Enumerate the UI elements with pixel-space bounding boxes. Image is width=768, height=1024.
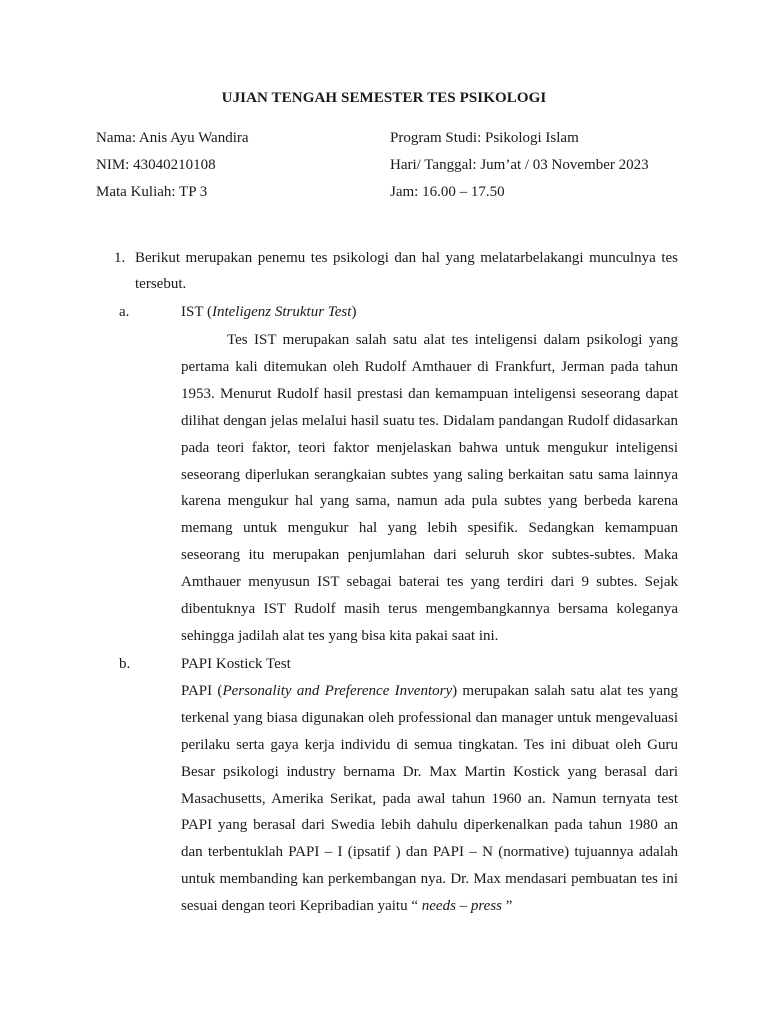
subitem-a-heading: a. IST (Inteligenz Struktur Test) — [96, 299, 678, 325]
question-text: Berikut merupakan penemu tes psikologi dan hal yang melatarbelakangi munculnya tes tersebut. — [135, 250, 678, 292]
exam-date: Hari/ Tanggal: Jum’at / 03 November 2023 — [390, 157, 649, 173]
subitem-b-paragraph: PAPI (Personality and Preference Inventory) merupakan salah satu alat tes yang terkenal yang biasa digunakan oleh professional dan manager untuk mengevaluasi perilaku serta gaya kerja individu di semua tingkatan. Tes ini dibuat oleh Guru Besar psikologi industry bernama Dr. Max Martin Kostick yang berasal dari Masachusetts, Amerika Serikat, pada awal tahun 1960 an. Namun ternyata test PAPI yang berasal dari Swedia lebih dahulu diperkenalkan pada tahun 1980 an dan terbentuklah PAPI – I (ipsatif ) dan PAPI – N (normative) tujuannya adalah untuk membanding kan perkembangan nya. Dr. Max mendasari pembuatan tes ini sesuai dengan teori Kepribadian yaitu “ needs – press ” — [181, 682, 678, 915]
page-title: UJIAN TENGAH SEMESTER TES PSIKOLOGI — [221, 90, 547, 106]
question-1 — [96, 245, 678, 297]
subitem-letter: b. — [119, 655, 131, 672]
subitem-letter: a. — [119, 304, 130, 320]
subitem-b-heading-text: PAPI Kostick Test — [181, 655, 291, 672]
question-list — [96, 245, 678, 920]
course-name: Mata Kuliah: TP 3 — [96, 184, 208, 200]
subitem-a-heading-italic: Inteligenz Struktur Test — [211, 304, 352, 320]
question-number: 1. — [114, 250, 126, 266]
student-nim: NIM: 43040210108 — [96, 157, 216, 173]
exam-time: Jam: 16.00 – 17.50 — [390, 184, 505, 200]
student-name: Nama: Anis Ayu Wandira — [96, 130, 249, 146]
study-program: Program Studi: Psikologi Islam — [390, 130, 579, 146]
subitem-a-paragraph: Tes IST merupakan salah satu alat tes inteligensi dalam psikologi yang pertama kali ditemukan oleh Rudolf Amthauer di Frankfurt, Jerman pada tahun 1953. Menurut Rudolf hasil prestasi dan kemampuan inteligensi seseorang dapat dilihat dengan jelas melalui hasil suatu tes. Didalam pandangan Rudolf didasarkan pada teori faktor, teori faktor menjelaskan bahwa untuk mengukur inteligensi seseorang diperlukan serangkaian subtes yang saling berkaitan satu sama lainnya karena mengukur hal yang sama, namun ada pula subtes yang berbeda karena memang untuk mengukur hal yang lebih spesifik. Sedangkan kemampuan seseorang itu merupakan penjumlahan dari seluruh skor subtes-subtes. Maka Amthauer menyusun IST sebagai baterai tes yang terdiri dari 9 subtes. Sejak dibentuknya IST Rudolf masih terus mengembangkannya bersama koleganya sehingga jadilah alat tes yang bisa kita pakai saat ini. — [181, 332, 678, 644]
subitem-b-heading — [96, 651, 678, 677]
